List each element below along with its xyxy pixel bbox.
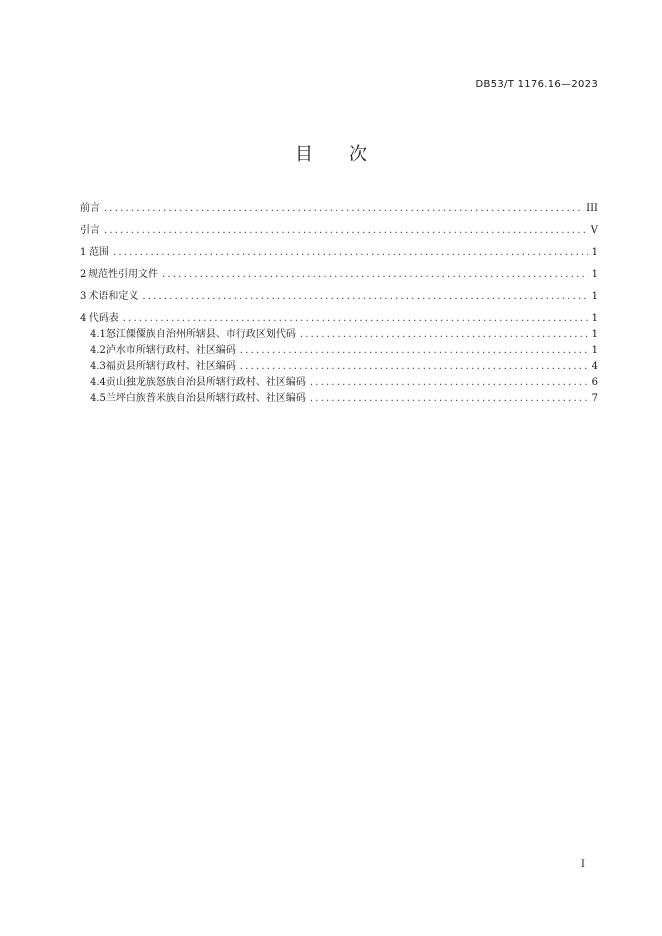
toc-entry-foreword[interactable] (80, 202, 598, 216)
page-number: I (581, 859, 585, 870)
toc-number: 4.1 (90, 329, 106, 340)
toc-entry-normative-references[interactable] (80, 268, 598, 282)
toc-entry-4-2[interactable] (80, 344, 598, 358)
toc-label: 兰坪白族普米族自治县所辖行政村、社区编码 (105, 393, 306, 404)
toc-leader (104, 202, 582, 216)
toc-label: 规范性引用文件 (88, 269, 158, 280)
toc-entry-code-tables[interactable] (80, 312, 598, 326)
toc-leader (310, 392, 588, 406)
table-of-contents (80, 202, 598, 406)
toc-label: 引言 (80, 225, 100, 236)
toc-label: 泸水市所辖行政村、社区编码 (105, 345, 236, 356)
toc-label: 范围 (88, 247, 109, 258)
toc-number: 2 (80, 269, 87, 280)
toc-number: 4.2 (90, 345, 106, 356)
toc-entry-4-5[interactable] (80, 392, 598, 406)
toc-page: V (590, 225, 598, 236)
toc-page: 7 (591, 393, 598, 404)
toc-page: 4 (591, 361, 598, 372)
document-code: DB53/T 1176.16—2023 (475, 79, 598, 90)
toc-leader (240, 360, 588, 374)
toc-label: 福贡县所辖行政村、社区编码 (105, 361, 236, 372)
toc-entry-4-3[interactable] (80, 360, 598, 374)
toc-entry-introduction[interactable] (80, 224, 598, 238)
toc-leader (310, 376, 588, 390)
toc-page: 6 (591, 377, 598, 388)
toc-page: 1 (591, 291, 598, 302)
toc-leader (240, 344, 588, 358)
page-title (0, 140, 662, 166)
toc-page: 1 (591, 247, 598, 258)
page-title-part2: 次 (349, 144, 367, 165)
toc-label: 术语和定义 (88, 291, 139, 302)
toc-leader (142, 290, 587, 304)
toc-number: 4 (80, 313, 87, 324)
toc-number: 4.5 (90, 393, 106, 404)
toc-entry-scope[interactable] (80, 246, 598, 260)
toc-page: 1 (591, 345, 598, 356)
toc-label: 贡山独龙族怒族自治县所辖行政村、社区编码 (105, 377, 306, 388)
toc-label: 怒江傈僳族自治州所辖县、市行政区划代码 (105, 329, 296, 340)
toc-page: III (586, 203, 598, 214)
toc-leader (162, 268, 588, 282)
toc-entry-4-4[interactable] (80, 376, 598, 390)
toc-number: 3 (80, 291, 87, 302)
toc-leader (104, 224, 587, 238)
toc-leader (300, 328, 588, 342)
toc-number: 1 (80, 247, 87, 258)
toc-page: 1 (591, 269, 598, 280)
toc-label: 代码表 (88, 313, 119, 324)
toc-entry-4-1[interactable] (80, 328, 598, 342)
toc-leader (123, 312, 588, 326)
toc-entry-terms-definitions[interactable] (80, 290, 598, 304)
toc-number: 4.3 (90, 361, 106, 372)
toc-leader (113, 246, 588, 260)
toc-page: 1 (591, 329, 598, 340)
toc-label: 前言 (80, 203, 100, 214)
toc-page: 1 (591, 313, 598, 324)
toc-number: 4.4 (90, 377, 106, 388)
page-title-part1: 目 (295, 144, 313, 165)
